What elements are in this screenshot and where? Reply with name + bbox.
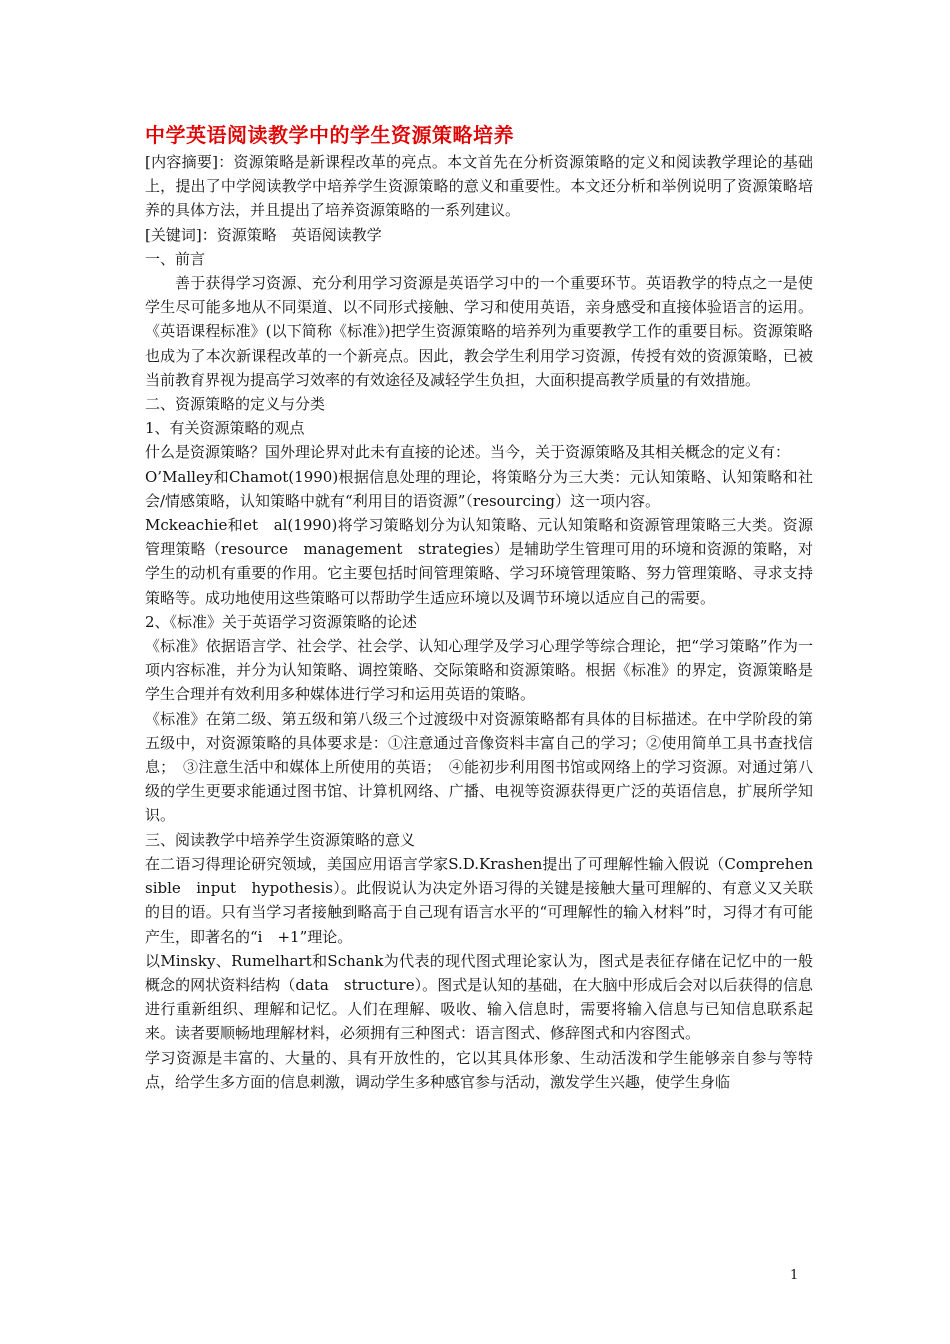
- document-body: [145, 150, 813, 1094]
- keywords-line: [关键词]：资源策略 英语阅读教学: [145, 225, 382, 244]
- preface-paragraph: 善于获得学习资源、充分利用学习资源是英语学习中的一个重要环节。英语教学的特点之一是使学生尽可能多地从不同渠道、以不同形式接触、学习和使用英语，亲身感受和直接体验语言的运用。《英语课程标准》(以下简称《标准》)把学生资源策略的培养列为重要教学工作的重要目标。资源策略也成为了本次新课程改革的一个新亮点。因此，教会学生利用学习资源，传授有效的资源策略，已被当前教育界视为提高学习效率的有效途径及减轻学生负担，大面积提高教学质量的有效措施。: [145, 274, 813, 389]
- body-paragraph: 什么是资源策略？国外理论界对此未有直接的论述。当今，关于资源策略及其相关概念的定义有：: [145, 443, 791, 462]
- body-paragraph: 以Minsky、Rumelhart和Schank为代表的现代图式理论家认为，图式是表征存储在记忆中的一般概念的网状资料结构（data structure）。图式是认知的基础，在大脑中形成后会对以后获得的信息进行重新组织、理解和记忆。人们在理解、吸收、输入信息时，需要将输入信息与已知信息联系起来。读者要顺畅地理解材料，必须拥有三种图式：语言图式、修辞图式和内容图式。: [145, 951, 813, 1043]
- page-number: 1: [790, 1268, 799, 1283]
- section-heading-significance: 三、阅读教学中培养学生资源策略的意义: [145, 830, 416, 849]
- body-paragraph: Mckeachie和et al(1990)将学习策略划分为认知策略、元认知策略和资源管理策略三大类。资源管理策略（resource management strategies）是辅助学生管理可用的环境和资源的策略，对学生的动机有重要的作用。它主要包括时间管理策略、学习环境管理策略、努力管理策略、寻求支持策略等。成功地使用这些策略可以帮助学生适应环境以及调节环境以适应自己的需要。: [145, 516, 813, 607]
- body-paragraph: 《标准》在第二级、第五级和第八级三个过渡级中对资源策略都有具体的目标描述。在中学阶段的第五级中，对资源策略的具体要求是：①注意通过音像资料丰富自己的学习；②使用简单工具书查找信息； ③注意生活中和媒体上所使用的英语； ④能初步利用图书馆或网络上的学习资源。对通过第八级的学生更要求能通过图书馆、计算机网络、广播、电视等资源获得更广泛的英语信息，扩展所学知识。: [145, 709, 813, 825]
- subsection-heading-standard: 2、《标准》关于英语学习资源策略的论述: [145, 612, 418, 631]
- body-paragraph: 在二语习得理论研究领域，美国应用语言学家S.D.Krashen提出了可理解性输入假说（Comprehensible input hypothesis）。此假说认为决定外语习得的关键是接触大量可理解的、有意义又关联的目的语。只有当学习者接触到略高于自己现有语言水平的“可理解性的输入材料”时，习得才有可能产生，即著名的“i +1”理论。: [145, 854, 813, 946]
- body-paragraph: 学习资源是丰富的、大量的、具有开放性的，它以其具体形象、生动活泼和学生能够亲自参与等特点，给学生多方面的信息刺激，调动学生多种感官参与活动，激发学生兴趣，使学生身临: [145, 1048, 813, 1091]
- section-heading-preface: 一、前言: [145, 249, 206, 268]
- section-heading-definition: 二、资源策略的定义与分类: [145, 395, 326, 414]
- document-page: [145, 120, 813, 1094]
- body-paragraph: 《标准》依据语言学、社会学、社会学、认知心理学及学习心理学等综合理论，把“学习策略”作为一项内容标准，并分为认知策略、调控策略、交际策略和资源策略。根据《标准》的界定，资源策略是学生合理并有效利用多种媒体进行学习和运用英语的策略。: [145, 637, 813, 704]
- document-title: 中学英语阅读教学中的学生资源策略培养: [145, 123, 514, 147]
- abstract-paragraph: [内容摘要]：资源策略是新课程改革的亮点。本文首先在分析资源策略的定义和阅读教学理论的基础上，提出了中学阅读教学中培养学生资源策略的意义和重要性。本文还分析和举例说明了资源策略培养的具体方法，并且提出了培养资源策略的一系列建议。: [145, 153, 813, 220]
- body-paragraph: O’Malley和Chamot(1990)根据信息处理的理论，将策略分为三大类：元认知策略、认知策略和社会/情感策略，认知策略中就有“利用目的语资源”（resourcing）这一项内容。: [145, 467, 813, 510]
- subsection-heading-views: 1、有关资源策略的观点: [145, 419, 305, 438]
